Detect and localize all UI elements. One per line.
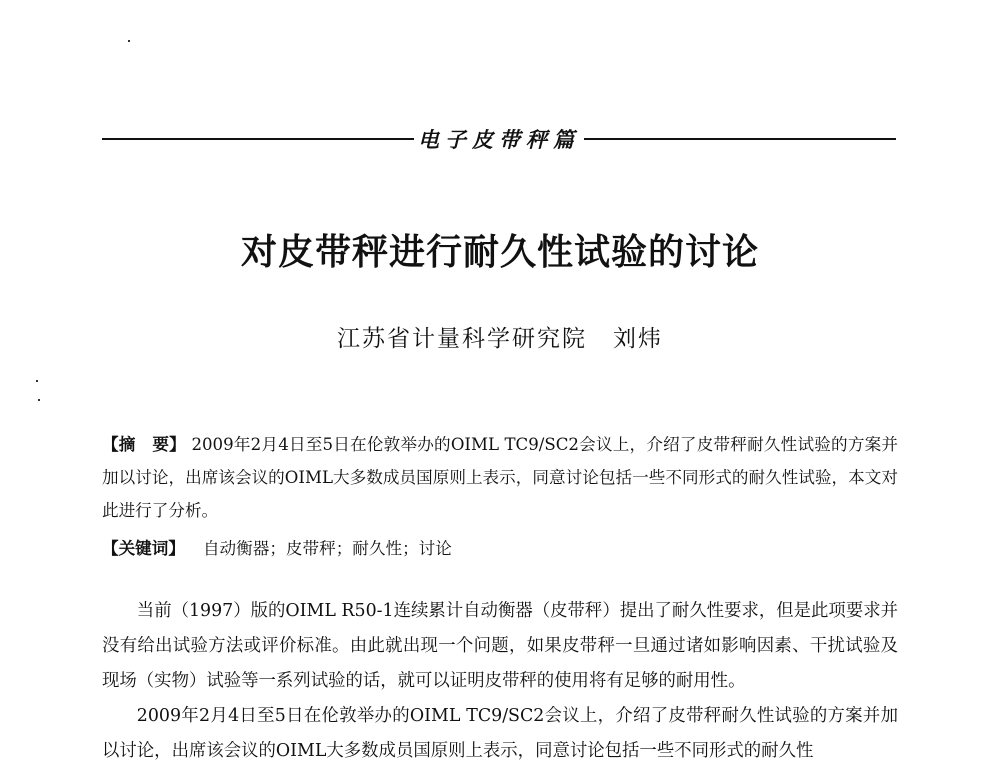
author-name: 刘炜 bbox=[613, 326, 663, 352]
keywords-text: 自动衡器；皮带秤；耐久性；讨论 bbox=[202, 539, 452, 558]
body-paragraph: 当前（1997）版的OIML R50-1连续累计自动衡器（皮带秤）提出了耐久性要求，但是此项要求并没有给出试验方法或评价标准。由此就出现一个问题，如果皮带秤一旦通过诸如影响因素、干扰试验及现场（实物）试验等一系列试验的话，就可以证明皮带秤的使用将有足够的耐用性。 bbox=[102, 601, 898, 691]
keywords-tag: 【关键词】 bbox=[102, 539, 185, 558]
scan-speck bbox=[128, 40, 130, 42]
keywords bbox=[102, 532, 898, 565]
scan-speck bbox=[36, 380, 38, 382]
abstract bbox=[102, 428, 898, 527]
affiliation: 江苏省计量科学研究院 bbox=[337, 326, 587, 352]
article-title: 对皮带秤进行耐久性试验的讨论 bbox=[240, 232, 759, 273]
section-label: 电子皮带秤篇 bbox=[418, 127, 580, 152]
header-rule-right bbox=[584, 138, 896, 140]
abstract-text: 2009年2月4日至5日在伦敦举办的OIML TC9/SC2会议上，介绍了皮带秤耐久性试验的方案并加以讨论，出席该会议的OIML大多数成员国原则上表示，同意讨论包括一些不同形式的耐久性试验，本文对此进行了分析。 bbox=[102, 435, 898, 520]
author-line bbox=[0, 320, 1000, 353]
scan-speck bbox=[38, 399, 40, 401]
abstract-tag: 【摘 要】 bbox=[102, 435, 186, 454]
header-rule-left bbox=[102, 138, 414, 140]
section-header bbox=[102, 124, 896, 154]
body-text bbox=[102, 594, 898, 769]
body-paragraph: 2009年2月4日至5日在伦敦举办的OIML TC9/SC2会议上，介绍了皮带秤耐久性试验的方案并加以讨论，出席该会议的OIML大多数成员国原则上表示，同意讨论包括一些不同形式的耐久性 bbox=[102, 706, 898, 761]
